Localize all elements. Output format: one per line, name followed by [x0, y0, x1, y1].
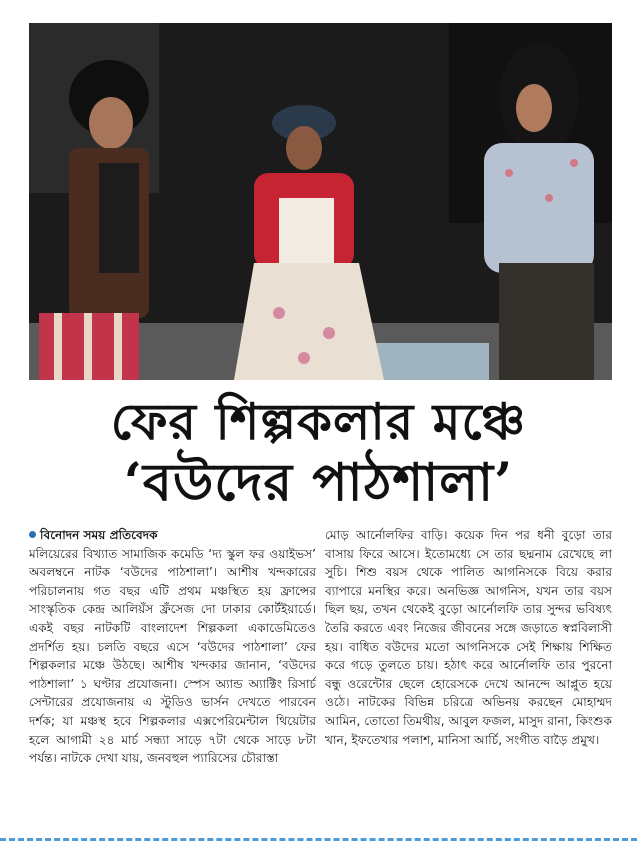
- bottom-divider: [0, 838, 637, 841]
- stage-performance-photo: [29, 23, 612, 380]
- bullet-icon: [29, 531, 36, 538]
- byline-text: বিনোদন সময় প্রতিবেদক: [40, 528, 158, 542]
- byline: [29, 526, 316, 545]
- article-column-1-text: মলিয়েরের বিখ্যাত সামাজিক কমেডি ‘দ্য স্কুল ফর ওয়াইভস’ অবলম্বনে নাটক ‘বউদের পাঠশালা’। আশীষ খন্দকারের পরিচালনায় গত বছর এটি প্রথম মঞ্চস্থিত হয় ফ্রান্সের সাংস্কৃতিক কেন্দ্র আলিয়ঁস ফ্রঁসেজ দো ঢাকার কোর্টইয়ার্ডে। একই বছর নাটকটি বাংলাদেশ শিল্পকলা একাডেমিতেও প্রদর্শিত হয়। চলতি বছরে এসে ‘বউদের পাঠশালা’ ফের শিল্পকলার মঞ্চে উঠছে। আশীষ খন্দকার জানান, ‘বউদের পাঠশালা’ ১ ঘণ্টার প্রযোজনা। স্পেস অ্যান্ড অ্যাক্টিং রিসার্চ সেন্টারের প্রযোজনায় এ স্টুডিও ভার্সন দেখতে পারবেন দর্শক; যা মঞ্চস্থ হবে শিল্পকলার এক্সপেরিমেন্টাল থিয়েটার হলে আগামী ২৪ মার্চ সন্ধ্যা সাড়ে ৭টা থেকে সাড়ে ৮টা পর্যন্ত। নাটকে দেখা যায়, জনবহুল প্যারিসের চৌরাস্তা: [29, 546, 316, 766]
- article-column-2: [325, 526, 612, 826]
- article-column-1: [29, 526, 316, 826]
- headline-line-1: ফের শিল্পকলার মঞ্চে: [110, 392, 527, 451]
- headline-line-2: ‘বউদের পাঠশালা’: [123, 452, 514, 513]
- photo-illustration: [29, 23, 612, 380]
- article-body: [29, 526, 612, 826]
- article-column-2-text: মোড় আর্নোলফির বাড়ি। কয়েক দিন পর ধনী বুড়ো তার বাসায় ফিরে আসে। ইতোমধ্যে সে তার ছদ্মনাম রেখেছে লা সুচি। শিশু বয়স থেকে পালিত আগনিসকে বিয়ে করার ব্যাপারে মনস্থির করে। অনভিজ্ঞ আগনিস, যখন তার বয়স ছিল ছয়, তখন থেকেই বুড়ো আর্নোলফি তার সুন্দর ভবিষ্যৎ তৈরি করতে এবং নিজের জীবনের সঙ্গে জড়াতে স্বপ্নবিলাসী হয়। বাধিত বউদের মতো আগনিসকে সেই শিক্ষায় শিক্ষিত করে গড়ে তুলতে চায়। হঠাৎ করে আর্নোলফি তার পুরনো বন্ধু ওরেন্টোর ছেলে হোরেসকে দেখে আনন্দে আপ্লুত হয়ে ওঠে। নাটকের বিভিন্ন চরিত্রে অভিনয় করছেন মোহাম্মদ আমিন, তোতো তিমথীয়, আবুল ফজল, মাসুদ রানা, কিংশুক খান, ইফতেখার পলাশ, মানিসা আর্চি, সংগীত বাড়ৈ প্রমুখ।: [325, 528, 612, 747]
